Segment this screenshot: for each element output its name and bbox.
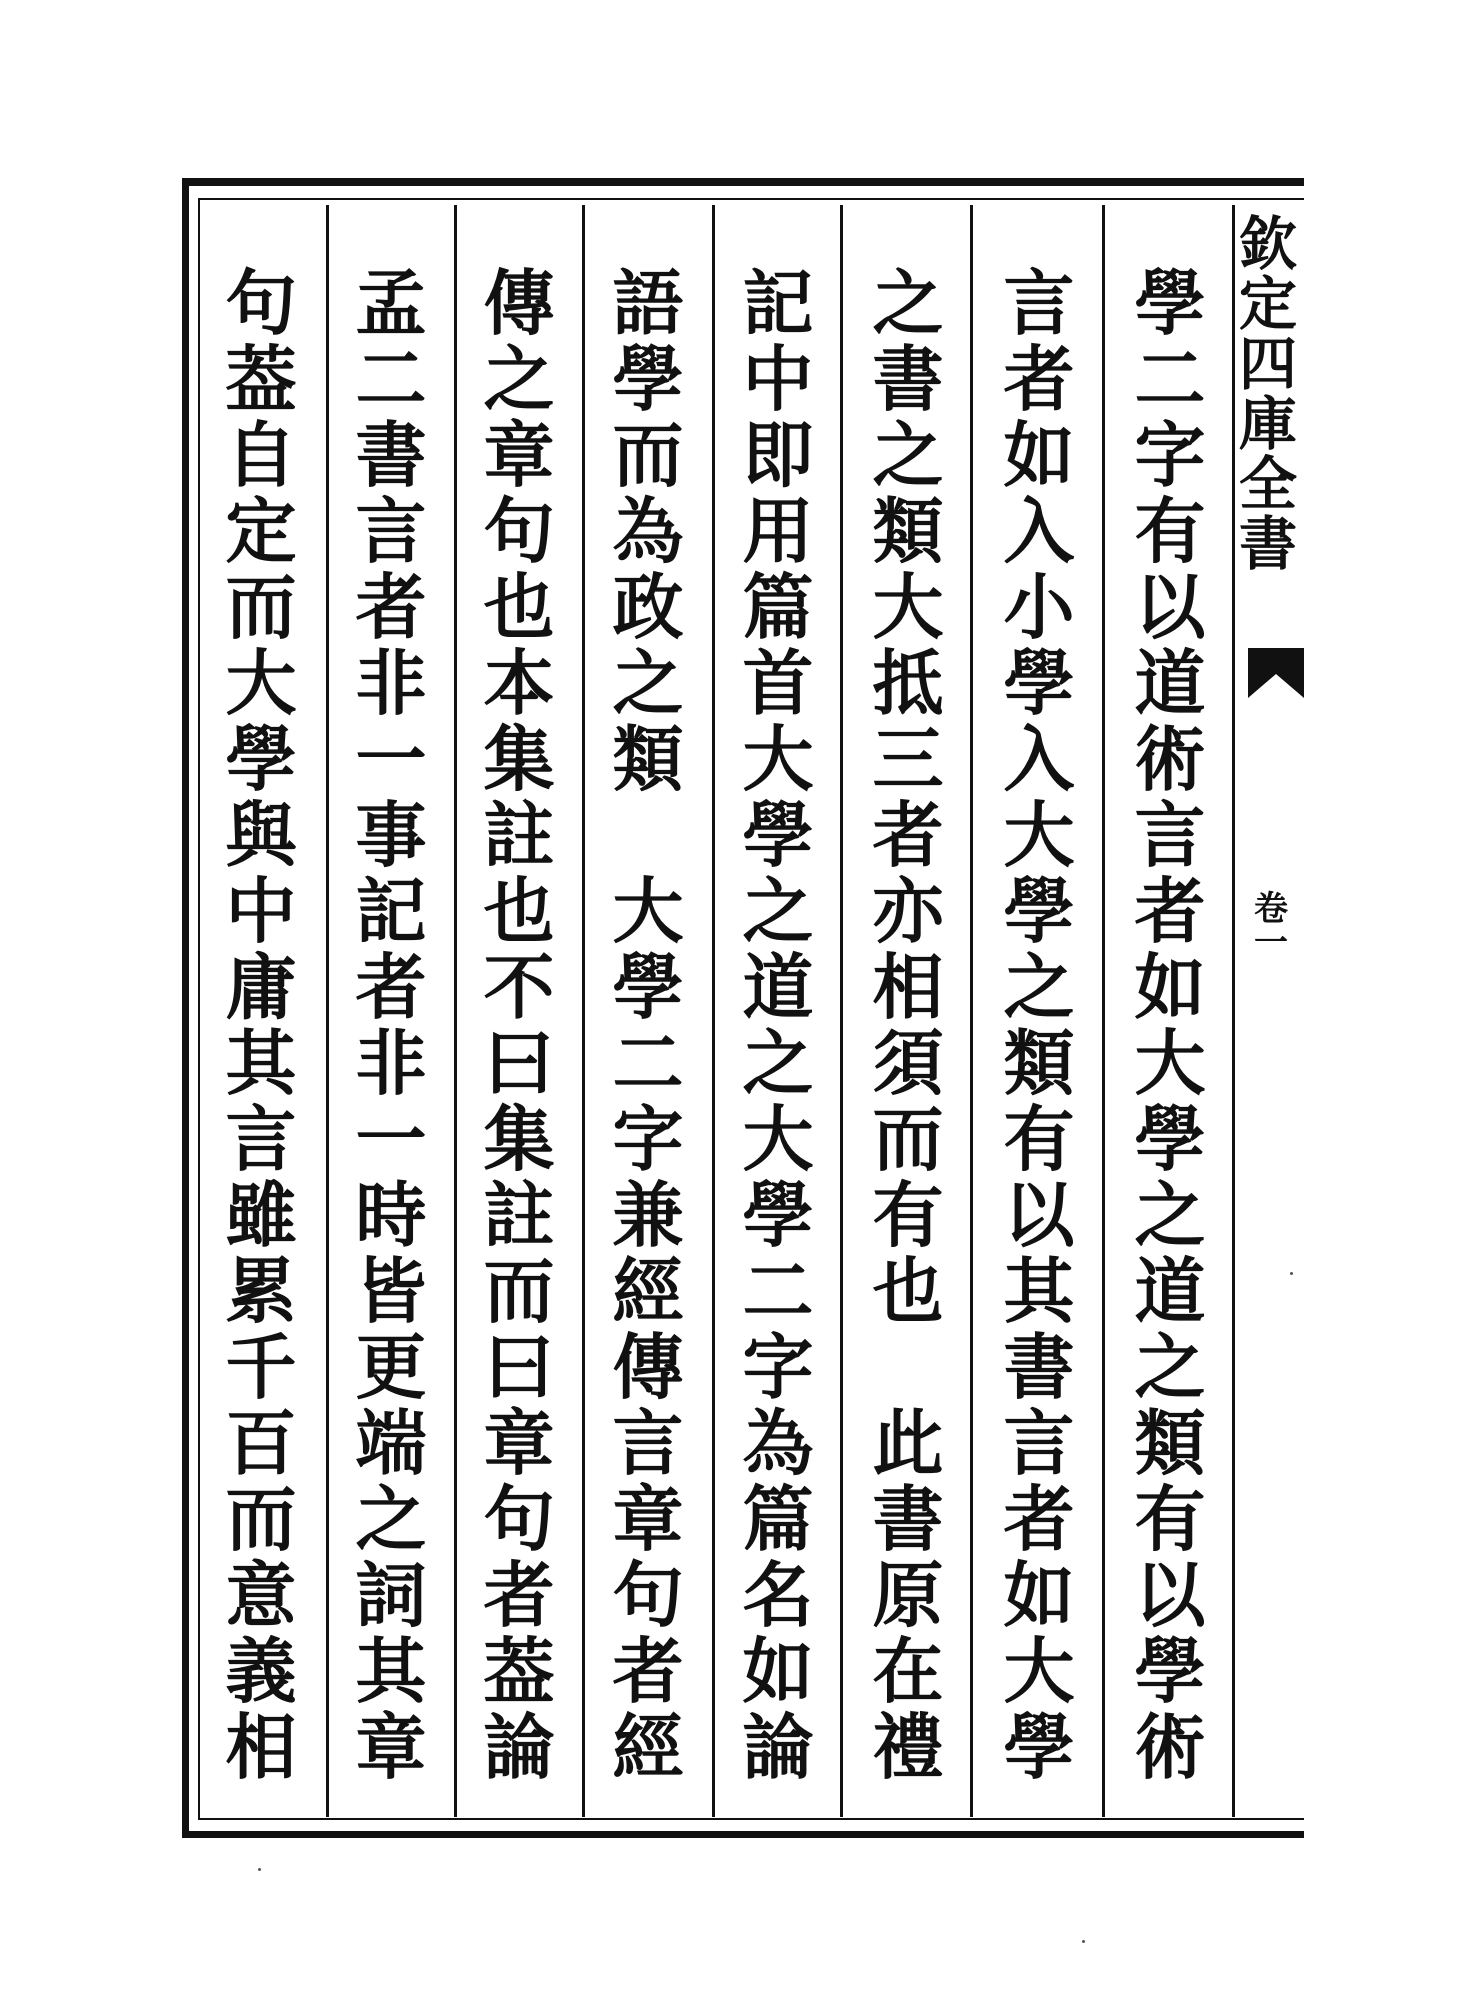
- character: 學: [742, 793, 814, 877]
- character: 類: [612, 717, 684, 801]
- character: 而: [612, 413, 684, 497]
- character: 非: [355, 1021, 427, 1105]
- character: 中: [742, 337, 814, 421]
- character: 百: [225, 1401, 297, 1485]
- character: 句: [612, 1553, 684, 1637]
- character: 有: [872, 1173, 944, 1257]
- character: 學: [742, 1173, 814, 1257]
- character: 四: [1238, 330, 1297, 398]
- character: 之: [872, 261, 944, 345]
- character: 術: [1134, 1705, 1206, 1789]
- character: 書: [872, 337, 944, 421]
- character: 學: [1134, 1097, 1206, 1181]
- character: 論: [483, 1705, 555, 1789]
- character: 自: [225, 413, 297, 497]
- character: 大: [612, 869, 684, 953]
- character: 小: [1003, 565, 1075, 649]
- character: 篇: [742, 565, 814, 649]
- character: 有: [1134, 1477, 1206, 1561]
- character: 章: [483, 1401, 555, 1485]
- character: 有: [1003, 1097, 1075, 1181]
- text-column-7: [346, 261, 436, 1808]
- character: 句: [483, 489, 555, 573]
- character: 言: [1003, 261, 1075, 345]
- character: 如: [1134, 945, 1206, 1029]
- character: 曰: [483, 1325, 555, 1409]
- character: 言: [612, 1401, 684, 1485]
- character: 學: [1134, 261, 1206, 345]
- character: 入: [1003, 489, 1075, 573]
- character: 言: [1003, 1401, 1075, 1485]
- character: 傳: [612, 1325, 684, 1409]
- character: 學: [612, 945, 684, 1029]
- character: 與: [225, 793, 297, 877]
- fishtail-mark-icon: [1248, 648, 1304, 708]
- character: 其: [225, 1021, 297, 1105]
- character: 大: [225, 641, 297, 725]
- character: 詞: [355, 1553, 427, 1637]
- character: 註: [483, 1173, 555, 1257]
- ink-speck: [1290, 1272, 1293, 1275]
- character: 非: [355, 641, 427, 725]
- character: 註: [483, 793, 555, 877]
- character: 庸: [225, 945, 297, 1029]
- character: 而: [483, 1249, 555, 1333]
- column-rule: [840, 205, 843, 1817]
- character: 學: [1003, 869, 1075, 953]
- book-title: [1232, 210, 1304, 578]
- character: 三: [872, 717, 944, 801]
- character: 章: [355, 1705, 427, 1789]
- character: 者: [612, 1629, 684, 1713]
- character: 大: [1003, 793, 1075, 877]
- character: 抵: [872, 641, 944, 725]
- character: 庫: [1238, 390, 1297, 458]
- character: 經: [612, 1705, 684, 1789]
- character: 為: [612, 489, 684, 573]
- character: 書: [1003, 1325, 1075, 1409]
- character: 言: [225, 1097, 297, 1181]
- character: 在: [872, 1629, 944, 1713]
- character: 其: [355, 1629, 427, 1713]
- text-column-4: [733, 261, 823, 1808]
- character: 不: [483, 945, 555, 1029]
- character: 術: [1134, 717, 1206, 801]
- character: 原: [872, 1553, 944, 1637]
- character: 字: [742, 1325, 814, 1409]
- character: 章: [612, 1477, 684, 1561]
- ink-speck: [1082, 1940, 1085, 1943]
- character: 定: [1238, 270, 1297, 338]
- character: 者: [1003, 1477, 1075, 1561]
- character: 一: [355, 717, 427, 801]
- character: 如: [742, 1629, 814, 1713]
- character: 書: [1238, 510, 1297, 578]
- character: 大: [1134, 1021, 1206, 1105]
- character: 葢: [225, 337, 297, 421]
- character: [612, 800, 683, 871]
- character: 二: [612, 1021, 684, 1105]
- character: 也: [483, 565, 555, 649]
- column-rule: [712, 205, 715, 1817]
- character: 以: [1134, 565, 1206, 649]
- character: 有: [1134, 489, 1206, 573]
- character: 道: [1134, 641, 1206, 725]
- text-column-1: [1125, 261, 1215, 1808]
- character: 者: [872, 793, 944, 877]
- character: 大: [742, 1097, 814, 1181]
- character: 也: [483, 869, 555, 953]
- character: [872, 1332, 943, 1403]
- character: 全: [1238, 450, 1297, 518]
- character: 須: [872, 1021, 944, 1105]
- character: 者: [483, 1553, 555, 1637]
- character: 學: [1003, 641, 1075, 725]
- character: 之: [1134, 1325, 1206, 1409]
- character: 之: [1134, 1173, 1206, 1257]
- character: 學: [612, 337, 684, 421]
- character: 而: [872, 1097, 944, 1181]
- character: 道: [742, 945, 814, 1029]
- character: 用: [742, 489, 814, 573]
- margin-title-strip: [1232, 200, 1304, 1820]
- ink-speck: [258, 1868, 261, 1871]
- character: 累: [225, 1249, 297, 1333]
- character: 傳: [483, 261, 555, 345]
- character: 千: [225, 1325, 297, 1409]
- character: 也: [872, 1249, 944, 1333]
- character: 二: [742, 1249, 814, 1333]
- character: 如: [1003, 1553, 1075, 1637]
- character: 章: [483, 413, 555, 497]
- character: 此: [872, 1401, 944, 1485]
- character: 定: [225, 489, 297, 573]
- character: 之: [1003, 945, 1075, 1029]
- character: 意: [225, 1553, 297, 1637]
- column-rule: [582, 205, 585, 1817]
- character: 相: [225, 1705, 297, 1789]
- column-rule: [454, 205, 457, 1817]
- character: 論: [742, 1705, 814, 1789]
- column-rule: [970, 205, 973, 1817]
- character: 集: [483, 717, 555, 801]
- text-column-6: [474, 261, 564, 1808]
- character: 以: [1134, 1553, 1206, 1637]
- character: 端: [355, 1401, 427, 1485]
- character: 之: [742, 869, 814, 953]
- character: 欽: [1238, 210, 1297, 278]
- character: 時: [355, 1173, 427, 1257]
- character: 類: [872, 489, 944, 573]
- character: 入: [1003, 717, 1075, 801]
- character: 之: [872, 413, 944, 497]
- character: 曰: [483, 1021, 555, 1105]
- character: 中: [225, 869, 297, 953]
- character: 字: [612, 1097, 684, 1181]
- character: 書: [872, 1477, 944, 1561]
- character: 之: [742, 1021, 814, 1105]
- character: 如: [1003, 413, 1075, 497]
- character: 以: [1003, 1173, 1075, 1257]
- character: 大: [872, 565, 944, 649]
- character: 學: [225, 717, 297, 801]
- character: 禮: [872, 1705, 944, 1789]
- character: 者: [1134, 869, 1206, 953]
- character: 即: [742, 413, 814, 497]
- character: 首: [742, 641, 814, 725]
- character: 言: [355, 489, 427, 573]
- character: 類: [1003, 1021, 1075, 1105]
- character: 大: [1003, 1629, 1075, 1713]
- column-rule: [326, 205, 329, 1817]
- character: 之: [612, 641, 684, 725]
- character: 記: [355, 869, 427, 953]
- character: 本: [483, 641, 555, 725]
- character: 大: [742, 717, 814, 801]
- character: 之: [355, 1477, 427, 1561]
- character: 皆: [355, 1249, 427, 1333]
- character: 道: [1134, 1249, 1206, 1333]
- character: 之: [483, 337, 555, 421]
- character: 一: [1254, 923, 1288, 963]
- character: 兼: [612, 1173, 684, 1257]
- character: 句: [483, 1477, 555, 1561]
- text-column-8: [216, 261, 306, 1808]
- character: 篇: [742, 1477, 814, 1561]
- text-column-2: [994, 261, 1084, 1808]
- character: 更: [355, 1325, 427, 1409]
- character: 孟: [355, 261, 427, 345]
- character: 書: [355, 413, 427, 497]
- character: 二: [1134, 337, 1206, 421]
- character: 學: [1003, 1705, 1075, 1789]
- character: 為: [742, 1401, 814, 1485]
- character: 語: [612, 261, 684, 345]
- character: 名: [742, 1553, 814, 1637]
- character: 記: [742, 261, 814, 345]
- character: 言: [1134, 793, 1206, 877]
- text-column-5: [603, 261, 693, 1808]
- character: 類: [1134, 1401, 1206, 1485]
- character: 葢: [483, 1629, 555, 1713]
- character: 經: [612, 1249, 684, 1333]
- column-rule: [1102, 205, 1105, 1817]
- volume-label: [1248, 889, 1294, 963]
- character: 學: [1134, 1629, 1206, 1713]
- character: 其: [1003, 1249, 1075, 1333]
- character: 雖: [225, 1173, 297, 1257]
- character: 亦: [872, 869, 944, 953]
- character: 政: [612, 565, 684, 649]
- character: 者: [355, 945, 427, 1029]
- character: 二: [355, 337, 427, 421]
- character: 一: [355, 1097, 427, 1181]
- character: 者: [355, 565, 427, 649]
- character: 而: [225, 1477, 297, 1561]
- character: 事: [355, 793, 427, 877]
- character: 相: [872, 945, 944, 1029]
- character: 卷: [1254, 889, 1288, 929]
- text-column-3: [863, 261, 953, 1808]
- character: 義: [225, 1629, 297, 1713]
- character: 者: [1003, 337, 1075, 421]
- character: 字: [1134, 413, 1206, 497]
- character: 而: [225, 565, 297, 649]
- character: 句: [225, 261, 297, 345]
- character: 集: [483, 1097, 555, 1181]
